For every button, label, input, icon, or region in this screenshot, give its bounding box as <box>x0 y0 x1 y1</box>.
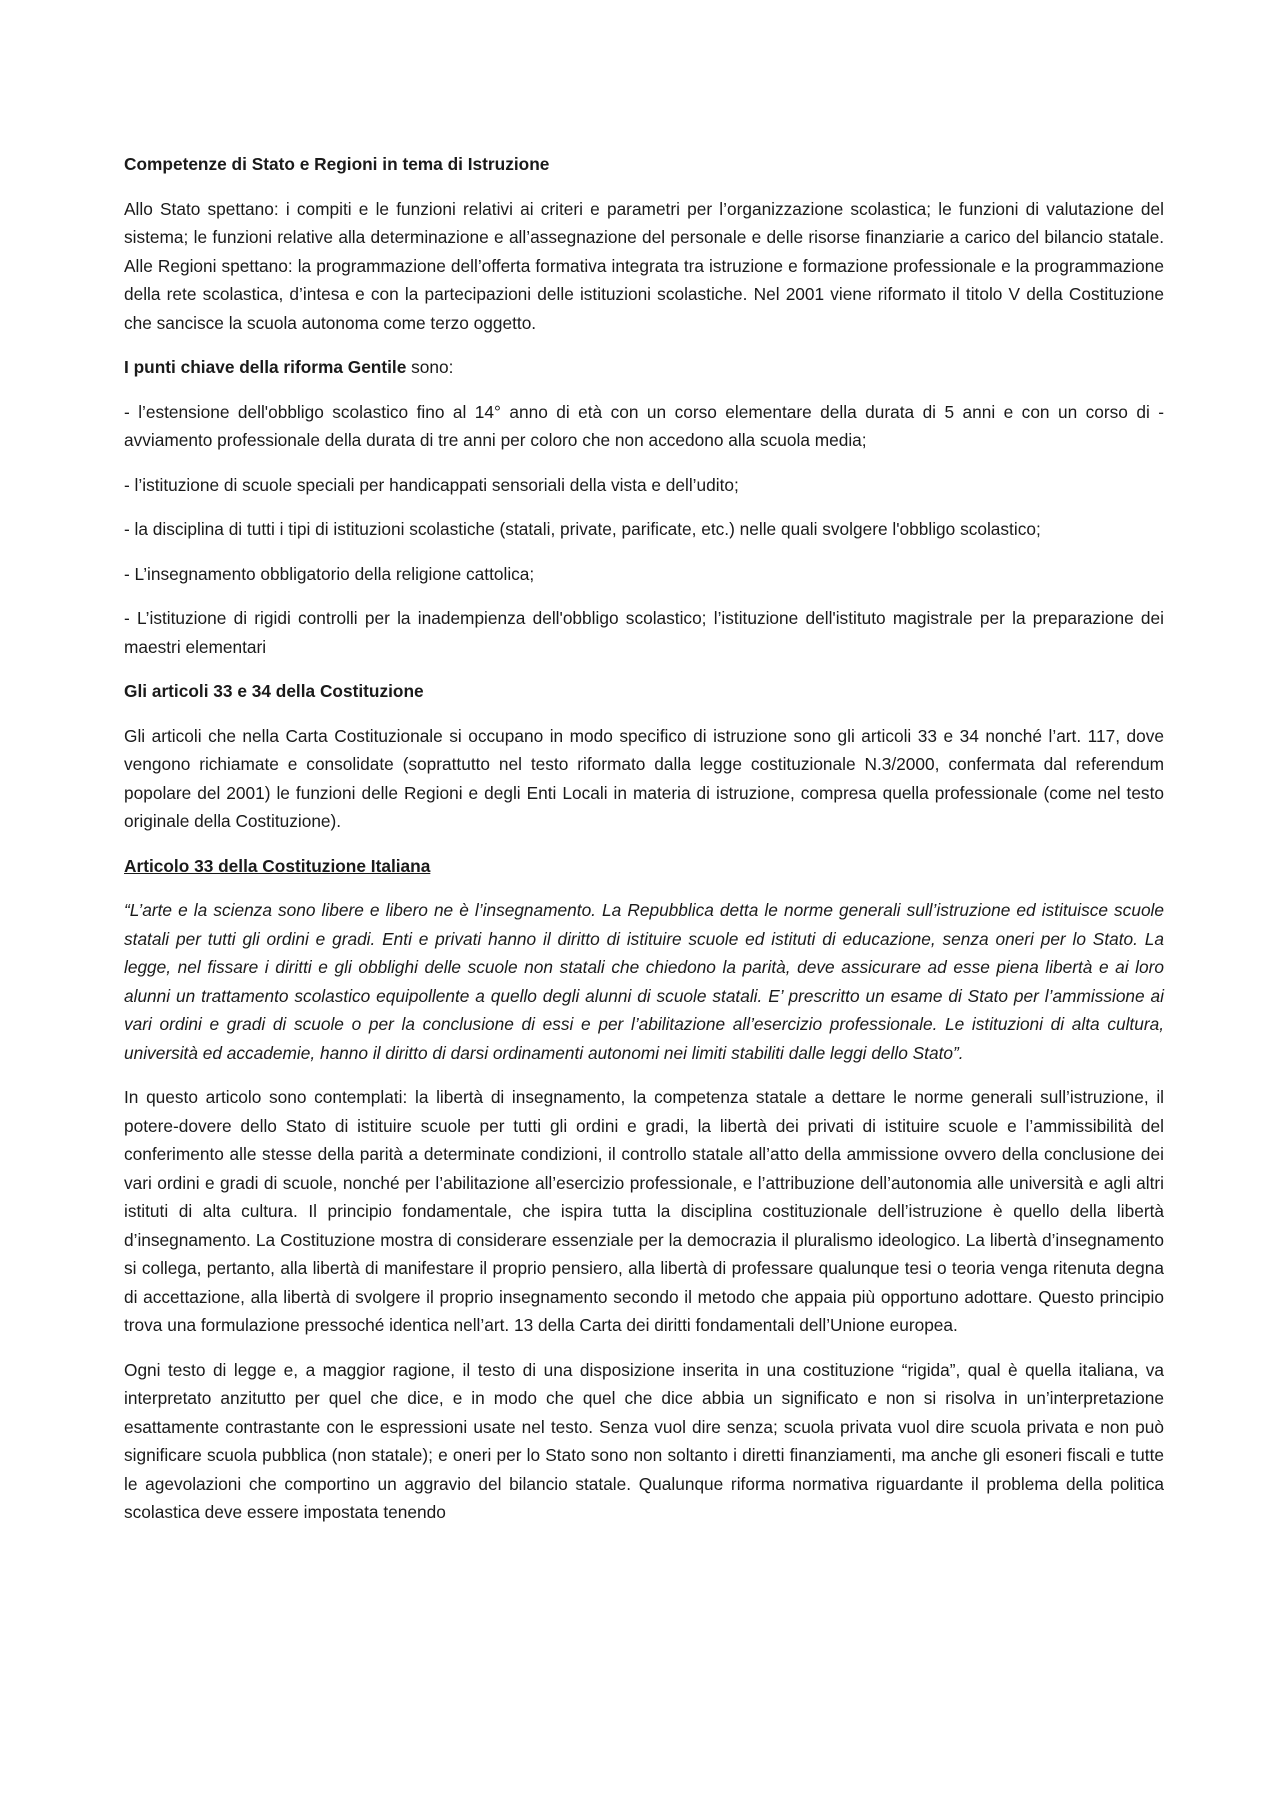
article-33-quote: “L’arte e la scienza sono libere e libero ne è l’insegnamento. La Repubblica detta le norme generali sull’istruzione ed istituisce scuole statali per tutti gli ordini e gradi. Enti e privati hanno il diritto di istituire scuole ed istituti di educazione, senza oneri per lo Stato. La legge, nel fissare i diritti e gli obblighi delle scuole non statali che chiedono la parità, deve assicurare ad esse piena libertà e ai loro alunni un trattamento scolastico equipollente a quello degli alunni di scuole statali. E’ prescritto un esame di Stato per l’ammissione ai vari ordini e gradi di scuole o per la conclusione di essi e per l’abilitazione all’esercizio professionale. Le istituzioni di alta cultura, università ed accademie, hanno il diritto di darsi ordinamenti autonomi nei limiti stabiliti dalle leggi dello Stato”. <box>124 900 1164 1063</box>
gentile-point: - L’insegnamento obbligatorio della religione cattolica; <box>124 563 535 584</box>
document-page <box>124 150 1164 1543</box>
gentile-intro-rest: sono: <box>406 357 454 377</box>
article-33-heading: Articolo 33 della Costituzione Italiana <box>124 855 431 876</box>
gentile-point: - l’istituzione di scuole speciali per handicappati sensoriali della vista e dell’udito; <box>124 474 739 495</box>
articles-paragraph: Gli articoli che nella Carta Costituzionale si occupano in modo specifico di istruzione sono gli articoli 33 e 34 nonché l’art. 117, dove vengono richiamate e consolidate (soprattutto nel testo riformato dalla legge costituzionale N.3/2000, confermata dal referendum popolare del 2001) le funzioni delle Regioni e degli Enti Locali in materia di istruzione, compresa quella professionale (come nel testo originale della Costituzione). <box>124 725 1164 831</box>
gentile-point: - L’istituzione di rigidi controlli per la inadempienza dell'obbligo scolastico; l’istituzione dell'istituto magistrale per la preparazione dei maestri elementari <box>124 608 1164 657</box>
article-33-commentary: In questo articolo sono contemplati: la libertà di insegnamento, la competenza statale a dettare le norme generali sull’istruzione, il potere-dovere dello Stato di istituire scuole per tutti gli ordini e gradi, la libertà dei privati di istituire scuole e l’ammissibilità del conferimento alle stesse della parità a determinate condizioni, il controllo statale all’atto della ammissione ovvero della conclusione dei vari ordini e gradi di scuole, nonché per l’abilitazione all’esercizio professionale, e l’attribuzione dell’autonomia alle università e agli altri istituti di alta cultura. Il principio fondamentale, che ispira tutta la disciplina costituzionale dell’istruzione è quello della libertà d’insegnamento. La Costituzione mostra di considerare essenziale per la democrazia il pluralismo ideologico. La libertà d’insegnamento si collega, pertanto, alla libertà di manifestare il proprio pensiero, alla libertà di professare qualunque tesi o teoria venga ritenuta degna di accettazione, alla libertà di svolgere il proprio insegnamento secondo il metodo che appaia più opportuno adottare. Questo principio trova una formulazione pressoché identica nell’art. 13 della Carta dei diritti fondamentali dell’Unione europea. <box>124 1087 1164 1335</box>
gentile-point: - l’estensione dell'obbligo scolastico fino al 14° anno di età con un corso elementare della durata di 5 anni e con un corso di - avviamento professionale della durata di tre anni per coloro che non accedono alla scuola media; <box>124 401 1164 450</box>
document-title: Competenze di Stato e Regioni in tema di Istruzione <box>124 154 550 174</box>
gentile-intro <box>124 353 1164 382</box>
interpretation-paragraph: Ogni testo di legge e, a maggior ragione, il testo di una disposizione inserita in una costituzione “rigida”, qual è quella italiana, va interpretato anzitutto per quel che dice, e in modo che quel che dice abbia un significato e non si risolva in un’interpretazione esattamente contrastante con le espressioni usate nel testo. Senza vuol dire senza; scuola privata vuol dire scuola privata e non può significare scuola pubblica (non statale); e oneri per lo Stato sono non soltanto i diretti finanziamenti, ma anche gli esoneri fiscali e tutte le agevolazioni che comportino un aggravio del bilancio statale. Qualunque riforma normativa riguardante il problema della politica scolastica deve essere impostata tenendo <box>124 1359 1164 1522</box>
paragraph-state-regions: Allo Stato spettano: i compiti e le funzioni relativi ai criteri e parametri per l’organizzazione scolastica; le funzioni di valutazione del sistema; le funzioni relative alla determinazione e all’assegnazione del personale e delle risorse finanziarie a carico del bilancio statale. Alle Regioni spettano: la programmazione dell’offerta formativa integrata tra istruzione e formazione professionale e la programmazione della rete scolastica, d’intesa e con la partecipazioni delle istituzioni scolastiche. Nel 2001 viene riformato il titolo V della Costituzione che sancisce la scuola autonoma come terzo oggetto. <box>124 198 1164 333</box>
gentile-point: - la disciplina di tutti i tipi di istituzioni scolastiche (statali, private, parificate, etc.) nelle quali svolgere l'obbligo scolastico; <box>124 519 1041 539</box>
gentile-intro-bold: I punti chiave della riforma Gentile <box>124 357 407 377</box>
articles-heading: Gli articoli 33 e 34 della Costituzione <box>124 681 424 701</box>
